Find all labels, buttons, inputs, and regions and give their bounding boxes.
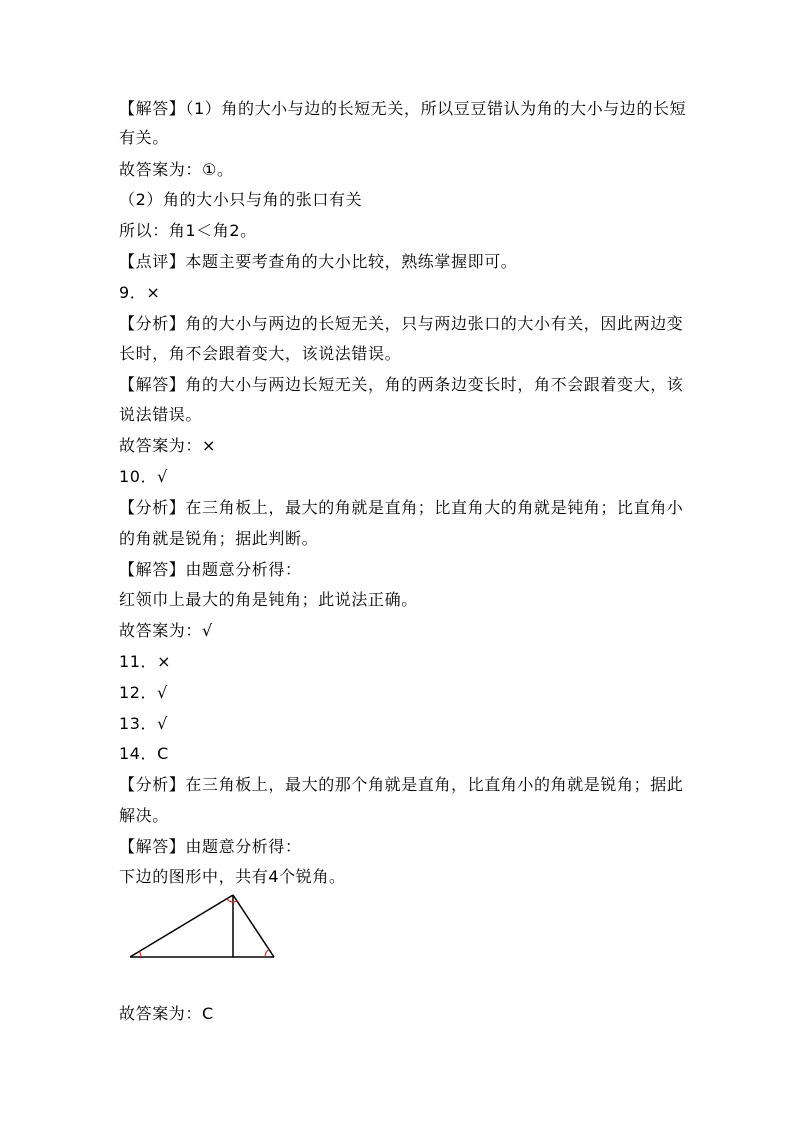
text-line: 所以：角1＜角2。 [119, 221, 257, 240]
text-line: 故答案为：①。 [119, 160, 234, 179]
triangle-figure [126, 890, 282, 962]
text-line: 故答案为：C [119, 1004, 214, 1023]
text-line: 14．C [119, 744, 169, 763]
text-line: （2）角的大小只与角的张口有关 [119, 190, 363, 209]
text-line: 9．× [119, 283, 161, 302]
text-line: 下边的图形中，共有4个锐角。 [119, 867, 346, 886]
angle-marks [140, 899, 270, 957]
text-line: 【解答】由题意分析得： [119, 837, 302, 856]
triangle-left-side [130, 895, 233, 957]
text-line: 13．√ [119, 714, 168, 733]
text-line: 【解答】（1）角的大小与边的长短无关，所以豆豆错认为角的大小与边的长短 [119, 99, 687, 118]
angle-mark-right [265, 950, 269, 958]
angle-mark-top-left [227, 899, 233, 902]
angle-mark-left [140, 952, 142, 958]
text-line: 故答案为：√ [119, 621, 213, 640]
text-line: 【点评】本题主要考查角的大小比较，熟练掌握即可。 [119, 252, 518, 271]
triangle-right-side [233, 895, 274, 957]
text-line: 【分析】在三角板上，最大的那个角就是直角，比直角小的角就是锐角；据此 [119, 775, 684, 794]
text-line: 解决。 [119, 806, 169, 825]
text-line: 11．× [119, 652, 172, 671]
text-line: 12．√ [119, 683, 168, 702]
text-line: 【分析】在三角板上，最大的角就是直角；比直角大的角就是钝角；比直角小 [119, 498, 684, 517]
text-line: 故答案为：× [119, 436, 217, 455]
text-line: 【分析】角的大小与两边的长短无关，只与两边张口的大小有关，因此两边变 [119, 314, 684, 333]
text-line: 【解答】角的大小与两边长短无关，角的两条边变长时，角不会跟着变大，该 [119, 375, 684, 394]
text-line: 说法错误。 [119, 405, 203, 424]
text-line: 的角就是锐角；据此判断。 [119, 529, 319, 548]
text-line: 长时，角不会跟着变大，该说法错误。 [119, 344, 402, 363]
text-line: 【解答】由题意分析得： [119, 560, 302, 579]
text-line: 10．√ [119, 467, 168, 486]
text-line: 有关。 [119, 128, 169, 147]
triangle-outline [130, 895, 274, 957]
text-line: 红领巾上最大的角是钝角；此说法正确。 [119, 590, 418, 609]
